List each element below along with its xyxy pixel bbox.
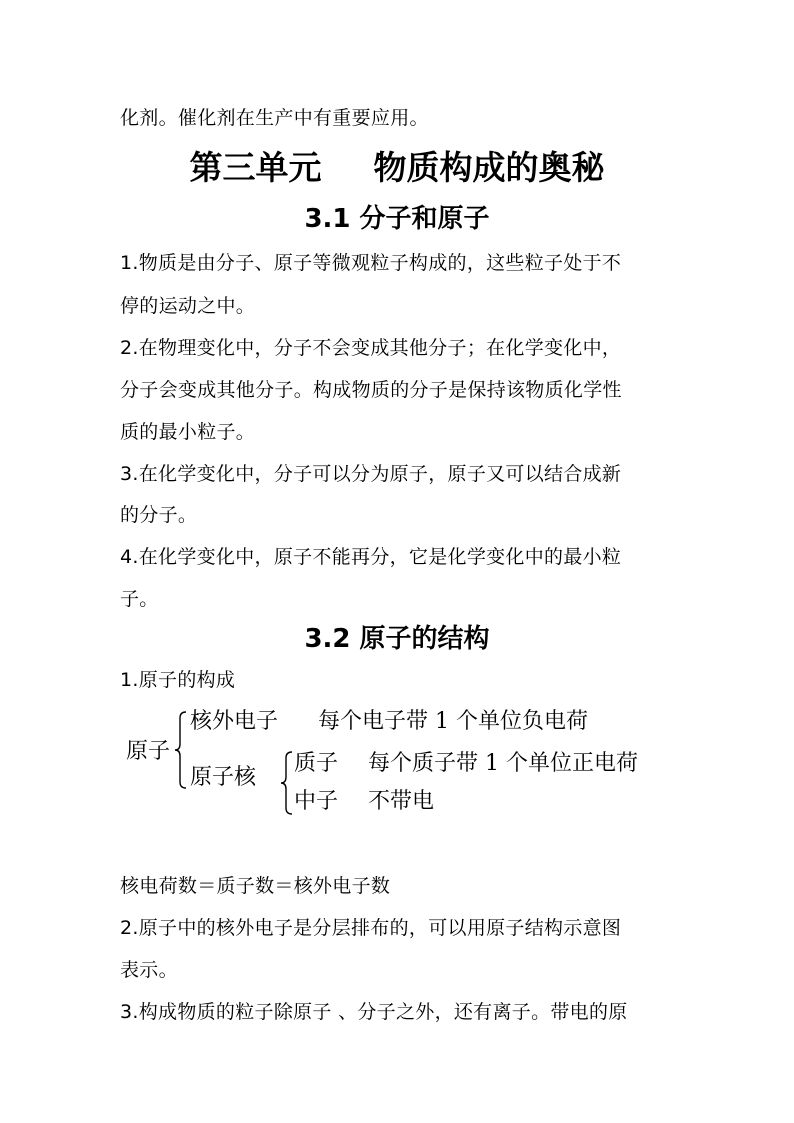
diagram-proton: 质子 — [294, 751, 339, 776]
paragraph-line: 3.在化学变化中，分子可以分为原子，原子又可以结合成新 — [120, 463, 622, 485]
section-title-3-2: 3.2 原子的结构 — [304, 624, 490, 654]
subsection-heading: 1.原子的构成 — [120, 669, 236, 691]
paragraph-line: 1.物质是由分子、原子等微观粒子构成的，这些粒子处于不 — [120, 252, 622, 274]
paragraph-line: 质的最小粒子。 — [120, 421, 256, 443]
paragraph-line: 子。 — [120, 588, 159, 610]
diagram-neutron: 中子 — [294, 789, 339, 814]
diagram-nucleus: 原子核 — [190, 765, 257, 790]
atom-structure-diagram — [120, 702, 720, 830]
chapter-name: 物质构成的奥秘 — [373, 148, 605, 187]
paragraph-line: 分子会变成其他分子。构成物质的分子是保持该物质化学性 — [120, 379, 622, 401]
paragraph-line: 核电荷数＝质子数＝核外电子数 — [120, 875, 391, 897]
diagram-electron: 核外电子 — [190, 709, 279, 734]
paragraph-line: 表示。 — [120, 959, 178, 981]
paragraph-line: 的分子。 — [120, 504, 198, 526]
chapter-title — [0, 146, 794, 190]
paragraph-line: 2.在物理变化中，分子不会变成其他分子；在化学变化中， — [120, 337, 622, 359]
section-title-3-1: 3.1 分子和原子 — [304, 204, 490, 234]
continued-text-line: 化剂。催化剂在生产中有重要应用。 — [120, 107, 429, 129]
paragraph-line: 3.构成物质的粒子除原子 、分子之外，还有离子。带电的原 — [120, 1001, 628, 1023]
chapter-number: 第三单元 — [189, 148, 322, 187]
diagram-root-atom: 原子 — [126, 739, 171, 764]
paragraph-line: 停的运动之中。 — [120, 295, 256, 317]
diagram-neutron-charge: 不带电 — [368, 789, 435, 814]
brace-icon — [174, 710, 190, 790]
paragraph-line: 4.在化学变化中，原子不能再分，它是化学变化中的最小粒 — [120, 546, 622, 568]
diagram-electron-charge: 每个电子带 1 个单位负电荷 — [318, 709, 588, 734]
paragraph-line: 2.原子中的核外电子是分层排布的，可以用原子结构示意图 — [120, 917, 622, 939]
diagram-proton-charge: 每个质子带 1 个单位正电荷 — [368, 751, 638, 776]
